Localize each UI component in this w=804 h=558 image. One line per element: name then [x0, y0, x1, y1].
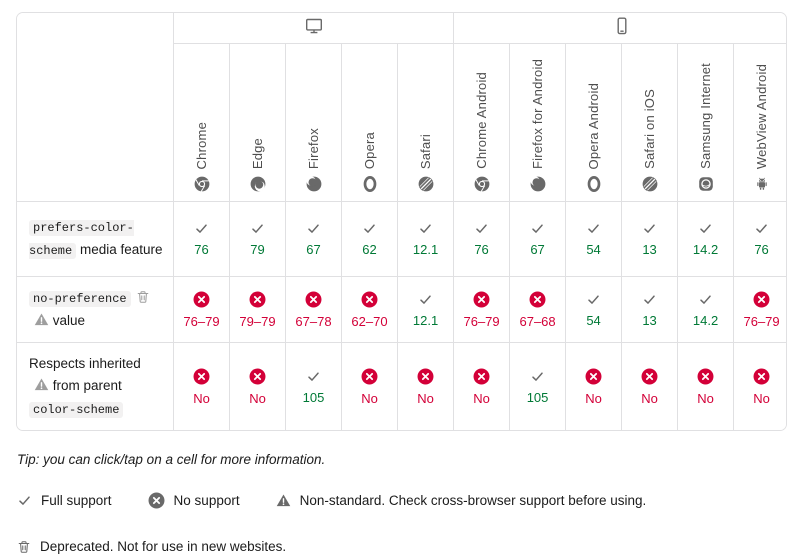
- check-icon: [642, 221, 657, 236]
- check-icon: [250, 221, 265, 236]
- support-cell[interactable]: [342, 343, 398, 431]
- support-cell[interactable]: [454, 277, 510, 343]
- check-icon: [754, 221, 769, 236]
- support-cell[interactable]: [398, 277, 454, 343]
- browser-name: Safari on iOS: [642, 89, 658, 169]
- support-cell[interactable]: [622, 277, 678, 343]
- check-icon: [698, 292, 713, 307]
- support-version: No: [361, 390, 378, 406]
- support-version: 67: [530, 242, 545, 257]
- support-version: 62–70: [351, 313, 388, 329]
- warning-icon: [276, 493, 291, 508]
- support-cell[interactable]: [286, 202, 342, 277]
- cross-icon: [193, 291, 210, 308]
- support-cell[interactable]: [510, 343, 566, 431]
- support-version: No: [193, 390, 210, 406]
- browser-header-webview-android: [734, 44, 787, 202]
- support-cell[interactable]: [174, 343, 230, 431]
- support-cell[interactable]: [174, 277, 230, 343]
- cross-icon: [697, 368, 714, 385]
- support-version: 12.1: [412, 242, 439, 257]
- check-icon: [17, 493, 32, 508]
- legend-label: Non-standard. Check cross-browser support before using.: [299, 493, 647, 509]
- support-cell[interactable]: [454, 202, 510, 277]
- support-cell[interactable]: [678, 343, 734, 431]
- warning-icon: [34, 312, 49, 327]
- support-version: 76–79: [743, 313, 780, 329]
- check-icon: [586, 292, 601, 307]
- cross-icon: [361, 368, 378, 385]
- browser-header-safari-on-ios: [622, 44, 678, 202]
- firefox-icon: [306, 176, 322, 192]
- support-cell[interactable]: [566, 277, 622, 343]
- device-group-mobile: [454, 13, 787, 44]
- support-version: No: [249, 390, 266, 406]
- cross-icon: [305, 291, 322, 308]
- webview-android-icon: [754, 176, 770, 192]
- support-cell[interactable]: [622, 343, 678, 431]
- support-cell[interactable]: [510, 202, 566, 277]
- support-version: 76–79: [183, 313, 220, 329]
- desktop-icon: [304, 23, 324, 40]
- support-cell[interactable]: [286, 343, 342, 431]
- support-version: 105: [526, 389, 549, 405]
- browser-header-opera: [342, 44, 398, 202]
- support-version: No: [641, 390, 658, 406]
- support-version: 105: [302, 389, 325, 405]
- check-icon: [530, 221, 545, 236]
- browser-header-chrome: [174, 44, 230, 202]
- cross-icon: [753, 291, 770, 308]
- row-label: Respects inherited from parent color-scheme: [17, 343, 174, 431]
- device-group-row: [17, 13, 788, 44]
- support-cell[interactable]: [734, 277, 787, 343]
- row-label: no-preference value: [17, 277, 174, 343]
- support-version: No: [473, 390, 490, 406]
- code-text: color-scheme: [29, 402, 123, 418]
- browser-name: Chrome Android: [474, 72, 490, 169]
- code-text: no-preference: [29, 291, 131, 307]
- legend-item: [17, 539, 286, 554]
- cross-icon: [473, 368, 490, 385]
- table-row: [17, 343, 788, 431]
- check-icon: [586, 221, 601, 236]
- cross-icon: [641, 368, 658, 385]
- table-body: [17, 202, 788, 431]
- support-version: 76: [194, 242, 209, 257]
- support-cell[interactable]: [678, 277, 734, 343]
- browser-header-samsung-internet: [678, 44, 734, 202]
- device-group-desktop: [174, 13, 454, 44]
- support-cell[interactable]: [398, 202, 454, 277]
- support-cell[interactable]: [174, 202, 230, 277]
- cross-icon: [529, 291, 546, 308]
- legend-row-2: [17, 539, 788, 554]
- check-icon: [194, 221, 209, 236]
- legend-item: [17, 493, 112, 508]
- legend-item: [276, 493, 647, 508]
- support-version: No: [585, 390, 602, 406]
- legend-label: No support: [173, 493, 240, 509]
- support-version: 54: [586, 242, 601, 257]
- support-version: 67–68: [519, 313, 556, 329]
- support-version: 76: [754, 242, 769, 257]
- cross-icon: [473, 291, 490, 308]
- support-version: 79: [250, 242, 265, 257]
- browser-name: Firefox for Android: [530, 58, 546, 169]
- check-icon: [362, 221, 377, 236]
- browser-name: Opera Android: [586, 82, 602, 169]
- support-version: 14.2: [692, 312, 719, 328]
- cross-icon: [148, 492, 165, 509]
- support-version: 12.1: [412, 312, 439, 328]
- support-cell[interactable]: [230, 277, 286, 343]
- support-cell[interactable]: [734, 202, 787, 277]
- cross-icon: [249, 291, 266, 308]
- support-version: 76: [474, 242, 489, 257]
- firefox-icon: [530, 176, 546, 192]
- support-cell[interactable]: [342, 202, 398, 277]
- cross-icon: [753, 368, 770, 385]
- support-version: 67–78: [295, 313, 332, 329]
- browser-compat-table-container: [16, 12, 787, 431]
- browser-name: Safari: [418, 133, 434, 169]
- support-cell[interactable]: [230, 343, 286, 431]
- support-version: 76–79: [463, 313, 500, 329]
- check-icon: [306, 221, 321, 236]
- safari-icon: [418, 176, 434, 192]
- chrome-icon: [474, 176, 490, 192]
- support-cell[interactable]: [286, 277, 342, 343]
- support-version: No: [753, 390, 770, 406]
- table-row: [17, 202, 788, 277]
- browser-name: Opera: [362, 131, 377, 169]
- chrome-icon: [194, 176, 210, 192]
- check-icon: [642, 292, 657, 307]
- opera-icon: [586, 176, 602, 192]
- support-cell[interactable]: [342, 277, 398, 343]
- browser-header-opera-android: [566, 44, 622, 202]
- support-version: 13: [642, 242, 657, 257]
- legend-label: Full support: [41, 493, 112, 509]
- support-cell[interactable]: [566, 202, 622, 277]
- cross-icon: [585, 368, 602, 385]
- browser-name: Edge: [250, 137, 265, 169]
- support-cell[interactable]: [510, 277, 566, 343]
- edge-icon: [250, 176, 266, 192]
- browser-compat-table: [16, 12, 787, 431]
- support-version: 67: [306, 242, 321, 257]
- browser-name: WebView Android: [754, 63, 770, 169]
- support-version: 79–79: [239, 313, 276, 329]
- check-icon: [418, 292, 433, 307]
- support-cell[interactable]: [398, 343, 454, 431]
- browser-name: Firefox: [306, 127, 321, 169]
- mobile-icon: [612, 23, 632, 40]
- row-label: prefers-color-scheme media feature: [17, 202, 174, 277]
- support-version: 62: [362, 242, 377, 257]
- deprecated-icon: [17, 540, 31, 554]
- browser-header-firefox: [286, 44, 342, 202]
- check-icon: [306, 369, 321, 384]
- support-cell[interactable]: [734, 343, 787, 431]
- table-row: [17, 277, 788, 343]
- browser-header-firefox-for-android: [510, 44, 566, 202]
- check-icon: [698, 221, 713, 236]
- browser-header-safari: [398, 44, 454, 202]
- check-icon: [530, 369, 545, 384]
- legend-row-1: [17, 492, 788, 509]
- opera-icon: [362, 176, 378, 192]
- legend-label: Deprecated. Not for use in new websites.: [40, 539, 287, 555]
- safari-icon: [642, 176, 658, 192]
- warning-icon: [34, 377, 49, 392]
- support-cell[interactable]: [678, 202, 734, 277]
- browser-name: Samsung Internet: [698, 63, 714, 169]
- support-version: 13: [642, 312, 657, 328]
- support-version: 54: [586, 312, 601, 328]
- corner-cell: [17, 13, 174, 202]
- check-icon: [418, 221, 433, 236]
- browser-header-chrome-android: [454, 44, 510, 202]
- check-icon: [474, 221, 489, 236]
- table-head: [17, 13, 788, 202]
- support-cell[interactable]: [622, 202, 678, 277]
- tip-text: Tip: you can click/tap on a cell for more information.: [17, 452, 326, 468]
- support-version: No: [697, 390, 714, 406]
- code-text: prefers-color-scheme: [29, 221, 134, 258]
- cross-icon: [361, 291, 378, 308]
- cross-icon: [417, 368, 434, 385]
- support-cell[interactable]: [454, 343, 510, 431]
- support-cell[interactable]: [566, 343, 622, 431]
- cross-icon: [193, 368, 210, 385]
- browser-header-edge: [230, 44, 286, 202]
- support-cell[interactable]: [230, 202, 286, 277]
- support-version: No: [417, 390, 434, 406]
- cross-icon: [249, 368, 266, 385]
- deprecated-icon: [136, 290, 150, 304]
- samsung-internet-icon: [698, 176, 714, 192]
- legend-item: [148, 492, 240, 509]
- support-version: 14.2: [692, 242, 719, 257]
- browser-name: Chrome: [194, 121, 209, 169]
